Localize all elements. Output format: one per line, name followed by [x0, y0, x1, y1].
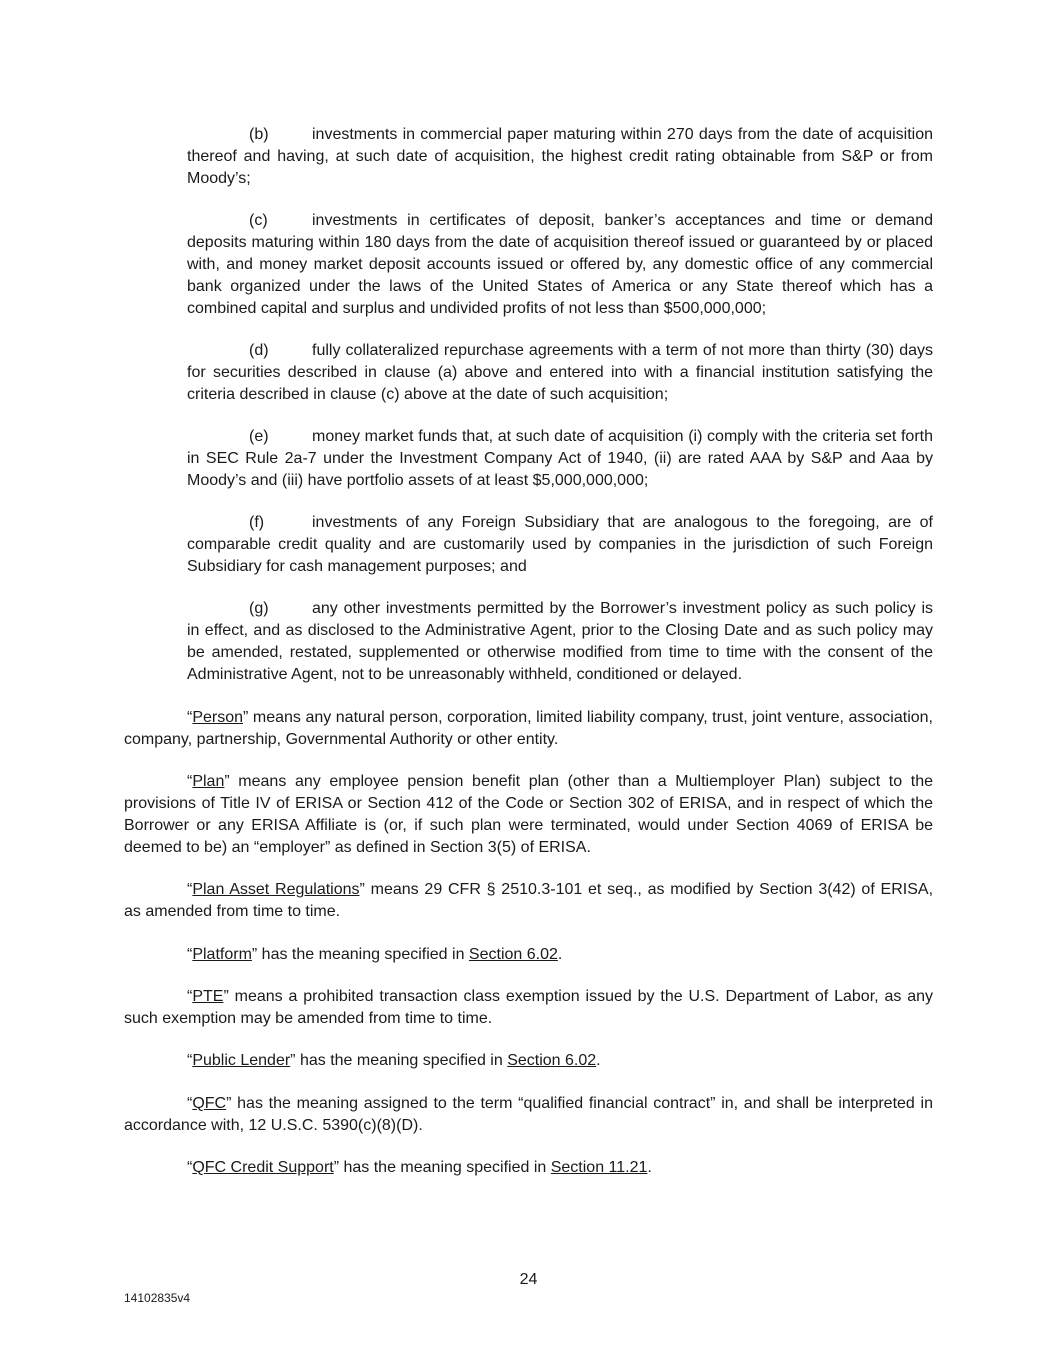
- subclause-d: [187, 340, 933, 406]
- defined-term: Public Lender: [192, 1052, 291, 1069]
- definition-text: has the meaning specified in: [339, 1159, 551, 1176]
- subclause-text: any other investments permitted by the Borrower’s investment policy as such policy is in effect, and as disclosed to the Administrative Agent, prior to the Closing Date and as such policy may be amended, restated, supplemented or otherwise modified from time to time with the consent of the Administrative Agent, not to be unreasonably withheld, conditioned or delayed.: [187, 600, 933, 683]
- close-quote: ”: [223, 988, 229, 1005]
- close-quote: ”: [226, 1095, 232, 1112]
- open-quote: “: [187, 709, 193, 726]
- subclause-label: (g): [249, 600, 269, 617]
- definition-platform: [124, 944, 933, 966]
- subclause-text: money market funds that, at such date of acquisition (i) comply with the criteria set forth in SEC Rule 2a-7 under the Investment Company Act of 1940, (ii) are rated AAA by S&P and Aaa by Moody’s and (iii) have portfolio assets of at least $5,000,000,000;: [187, 428, 933, 489]
- open-quote: “: [187, 1095, 193, 1112]
- defined-term: Plan: [192, 773, 225, 790]
- close-quote: ”: [359, 881, 365, 898]
- definition-plan: [124, 771, 933, 859]
- definition-pte: [124, 986, 933, 1030]
- close-quote: ”: [224, 773, 230, 790]
- section-reference: Section 11.21: [550, 1159, 648, 1176]
- definition-plan-asset-regulations: [124, 879, 933, 923]
- open-quote: “: [187, 988, 193, 1005]
- definition-text: has the meaning assigned to the term “qualified financial contract” in, and shall be interpreted in accordance with, 12 U.S.C. 5390(c)(8)(D).: [124, 1095, 933, 1134]
- subclause-text: fully collateralized repurchase agreements with a term of not more than thirty (30) days for securities described in clause (a) above and entered into with a financial institution satisfying the criteria described in clause (c) above at the date of such acquisition;: [187, 342, 933, 403]
- open-quote: “: [187, 1159, 193, 1176]
- definition-qfc: [124, 1093, 933, 1137]
- page-number: 24: [519, 1271, 538, 1288]
- definition-text: has the meaning specified in: [257, 946, 469, 963]
- defined-term: Person: [192, 709, 244, 726]
- definition-end: .: [647, 1159, 652, 1176]
- section-reference: Section 6.02: [468, 946, 558, 963]
- subclause-f: [187, 512, 933, 578]
- open-quote: “: [187, 881, 193, 898]
- close-quote: ”: [243, 709, 249, 726]
- subclause-text: investments in certificates of deposit, banker’s acceptances and time or demand deposits maturing within 180 days from the date of acquisition thereof issued or guaranteed by or placed with, and money market deposit accounts issued or offered by, any domestic office of any commercial bank organized under the laws of the United States of America or any State thereof which has a combined capital and surplus and undivided profits of not less than $500,000,000;: [187, 212, 933, 317]
- definition-text: means any employee pension benefit plan (other than a Multiemployer Plan) subject to the provisions of Title IV of ERISA or Section 412 of the Code or Section 302 of ERISA, and in respect of which the Borrower or any ERISA Affiliate is (or, if such plan were terminated, would under Section 4069 of ERISA be deemed to be) an “employer” as defined in Section 3(5) of ERISA.: [124, 773, 933, 856]
- defined-term: QFC Credit Support: [192, 1159, 334, 1176]
- definition-text: means 29 CFR § 2510.3-101 et seq., as modified by Section 3(42) of ERISA, as amended from time to time.: [124, 881, 934, 920]
- close-quote: ”: [290, 1052, 296, 1069]
- section-reference: Section 6.02: [507, 1052, 597, 1069]
- definition-public-lender: [124, 1050, 933, 1072]
- subclause-text: investments in commercial paper maturing within 270 days from the date of acquisition thereof and having, at such date of acquisition, the highest credit rating obtainable from S&P or from Moody’s;: [187, 126, 933, 187]
- document-id: 14102835v4: [124, 1291, 191, 1305]
- open-quote: “: [187, 1052, 193, 1069]
- defined-term: Plan Asset Regulations: [192, 881, 360, 898]
- definition-qfc-credit-support: [124, 1157, 933, 1179]
- close-quote: ”: [333, 1159, 340, 1176]
- defined-term: QFC: [192, 1095, 227, 1112]
- close-quote: ”: [251, 946, 258, 963]
- subclause-label: (f): [249, 514, 265, 531]
- open-quote: “: [187, 773, 193, 790]
- defined-term: PTE: [192, 988, 224, 1005]
- subclause-c: [187, 210, 933, 320]
- subclause-text: investments of any Foreign Subsidiary that are analogous to the foregoing, are of comparable credit quality and are customarily used by companies in the jurisdiction of such Foreign Subsidiary for cash management purposes; and: [187, 514, 933, 575]
- subclause-g: [187, 598, 933, 686]
- subclause-label: (d): [249, 342, 269, 359]
- definition-text: means any natural person, corporation, limited liability company, trust, joint venture, association, company, partnership, Governmental Authority or other entity.: [124, 709, 933, 748]
- definition-text: means a prohibited transaction class exemption issued by the U.S. Department of Labor, as any such exemption may be amended from time to time.: [124, 988, 933, 1027]
- definition-person: [124, 707, 933, 751]
- definition-text: has the meaning specified in: [295, 1052, 508, 1069]
- defined-term: Platform: [192, 946, 252, 963]
- subclause-label: (e): [249, 428, 269, 445]
- subclause-label: (b): [249, 126, 269, 143]
- open-quote: “: [187, 946, 193, 963]
- subclause-b: [187, 124, 933, 190]
- subclause-label: (c): [249, 212, 268, 229]
- definition-end: .: [596, 1052, 601, 1069]
- definition-end: .: [557, 946, 563, 963]
- subclause-e: [187, 426, 933, 492]
